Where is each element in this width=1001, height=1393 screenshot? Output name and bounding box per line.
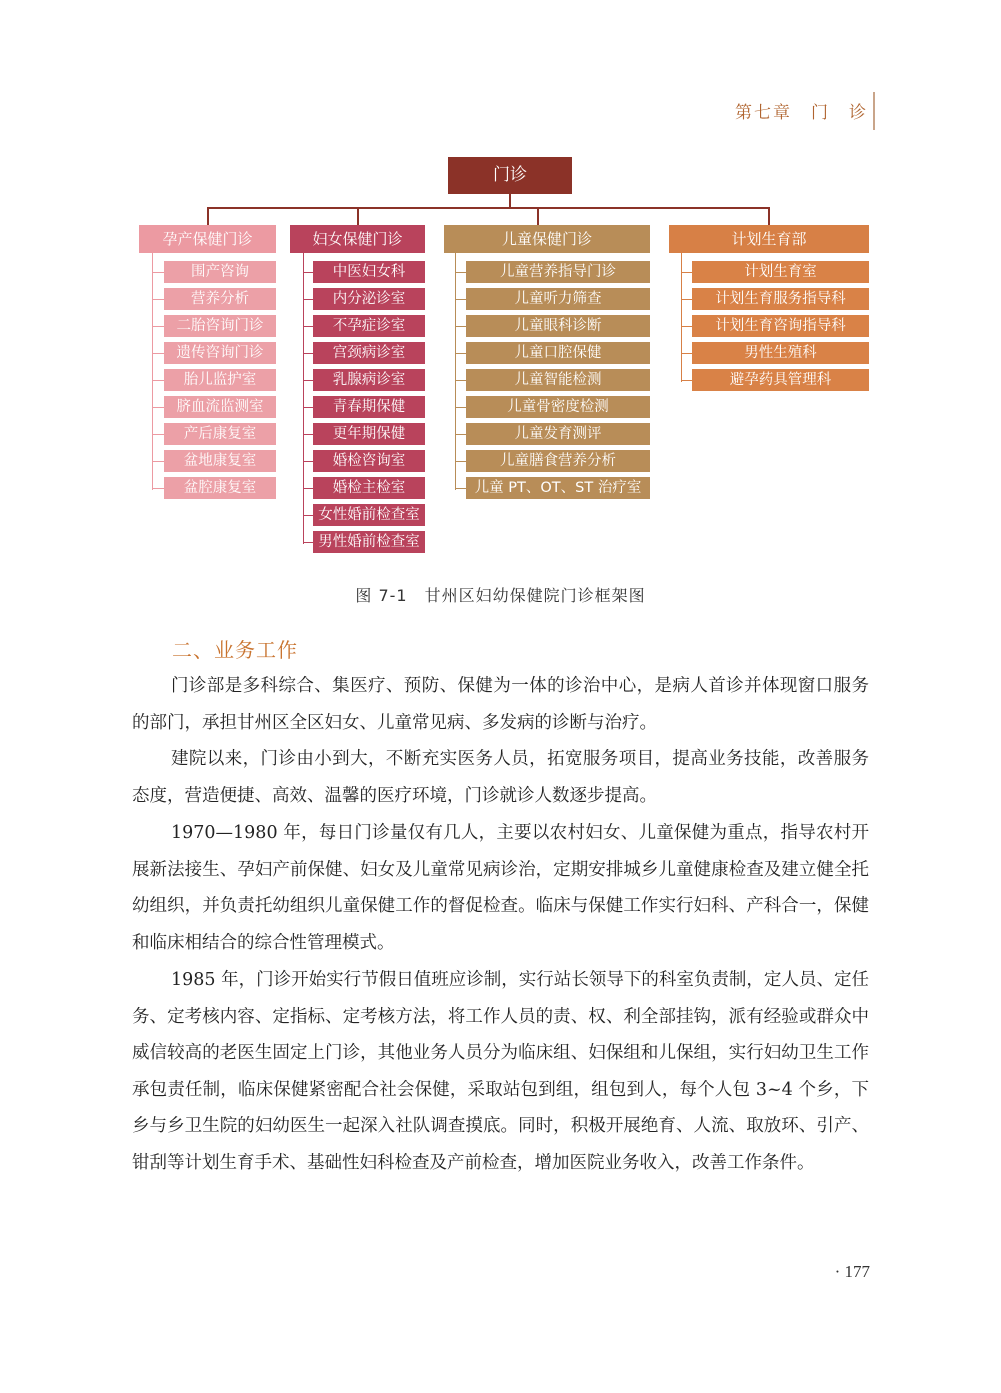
dept-item: 儿童眼科诊断: [466, 315, 650, 337]
body-paragraph: 1970—1980 年，每日门诊量仅有几人，主要以农村妇女、儿童保健为重点，指导农村开展新法接生、孕妇产前保健、妇女及儿童常见病诊治，定期安排城乡儿童健康检查及建立健全托幼组织，并负责托幼组织儿童保健工作的督促检查。临床与保健工作实行妇科、产科合一，保健和临床相结合的综合性管理模式。: [132, 823, 869, 953]
dept-item: 胎儿监护室: [164, 369, 276, 391]
dept-item: 遗传咨询门诊: [164, 342, 276, 364]
dept-item: 儿童听力筛查: [466, 288, 650, 310]
org-connector: [207, 207, 769, 209]
org-connector: [152, 353, 164, 354]
org-connector: [303, 542, 313, 543]
org-connector: [303, 434, 313, 435]
dept-item: 围产咨询: [164, 261, 276, 283]
org-connector: [303, 299, 313, 300]
org-connector: [455, 272, 466, 273]
dept-item: 产后康复室: [164, 423, 276, 445]
dept-item: 盆腔康复室: [164, 477, 276, 499]
dept-item: 脐血流监测室: [164, 396, 276, 418]
dept-item: 中医妇女科: [313, 261, 425, 283]
dept-item: 营养分析: [164, 288, 276, 310]
org-connector: [455, 299, 466, 300]
dept-item: 儿童膳食营养分析: [466, 450, 650, 472]
org-connector: [303, 407, 313, 408]
chapter-header: 第七章 门 诊: [735, 103, 868, 123]
body-paragraph: 建院以来，门诊由小到大，不断充实医务人员，拓宽服务项目，提高业务技能，改善服务态度，营造便捷、高效、温馨的医疗环境，门诊就诊人数逐步提高。: [132, 749, 869, 806]
org-connector: [303, 272, 313, 273]
dept-item: 婚检咨询室: [313, 450, 425, 472]
org-connector: [207, 207, 209, 225]
org-connector: [768, 207, 770, 225]
dept-item: 计划生育室: [692, 261, 869, 283]
figure-caption: 图 7-1 甘州区妇幼保健院门诊框架图: [355, 586, 646, 605]
org-root: 门诊: [448, 157, 572, 194]
dept-item: 宫颈病诊室: [313, 342, 425, 364]
org-connector: [357, 207, 359, 225]
dept-item: 女性婚前检查室: [313, 504, 425, 526]
dept-item: 儿童口腔保健: [466, 342, 650, 364]
org-connector: [455, 353, 466, 354]
org-connector: [152, 299, 164, 300]
org-connector: [455, 326, 466, 327]
org-connector: [303, 353, 313, 354]
body-paragraph: 门诊部是多科综合、集医疗、预防、保健为一体的诊治中心，是病人首诊并体现窗口服务的部门，承担甘州区全区妇女、儿童常见病、多发病的诊断与治疗。: [132, 676, 869, 733]
org-connector: [681, 299, 692, 300]
org-connector: [681, 380, 692, 381]
dept-item: 儿童智能检测: [466, 369, 650, 391]
org-connector: [152, 488, 164, 489]
org-connector: [152, 272, 164, 273]
dept-item: 乳腺病诊室: [313, 369, 425, 391]
org-connector: [455, 253, 456, 490]
org-connector: [303, 461, 313, 462]
dept-item: 青春期保健: [313, 396, 425, 418]
dept-header: 儿童保健门诊: [444, 225, 650, 253]
org-connector: [303, 515, 313, 516]
dept-item: 不孕症诊室: [313, 315, 425, 337]
dept-item: 避孕药具管理科: [692, 369, 869, 391]
org-connector: [455, 380, 466, 381]
dept-item: 二胎咨询门诊: [164, 315, 276, 337]
dept-item: 男性生殖科: [692, 342, 869, 364]
dept-item: 婚检主检室: [313, 477, 425, 499]
section-title: 二、业务工作: [172, 638, 298, 662]
org-connector: [537, 207, 539, 225]
dept-item: 儿童骨密度检测: [466, 396, 650, 418]
org-connector: [455, 434, 466, 435]
dept-item: 儿童营养指导门诊: [466, 261, 650, 283]
org-connector: [152, 434, 164, 435]
org-connector: [152, 461, 164, 462]
org-connector: [455, 461, 466, 462]
dept-header: 妇女保健门诊: [290, 225, 425, 253]
org-connector: [303, 253, 304, 544]
dept-item: 盆地康复室: [164, 450, 276, 472]
org-connector: [152, 407, 164, 408]
dept-header: 孕产保健门诊: [139, 225, 276, 253]
dept-header: 计划生育部: [669, 225, 869, 253]
dept-item: 内分泌诊室: [313, 288, 425, 310]
org-connector: [152, 380, 164, 381]
org-connector: [681, 326, 692, 327]
org-connector: [152, 253, 153, 490]
dept-item: 男性婚前检查室: [313, 531, 425, 553]
dept-item: 更年期保健: [313, 423, 425, 445]
org-connector: [455, 488, 466, 489]
dept-item: 计划生育咨询指导科: [692, 315, 869, 337]
dept-item: 儿童发育测评: [466, 423, 650, 445]
org-connector: [303, 488, 313, 489]
org-connector: [509, 194, 511, 208]
dept-item: 计划生育服务指导科: [692, 288, 869, 310]
org-connector: [455, 407, 466, 408]
body-paragraph: 1985 年，门诊开始实行节假日值班应诊制，实行站长领导下的科室负责制，定人员、定任务、定考核内容、定指标、定考核方法，将工作人员的责、权、利全部挂钩，派有经验或群众中威信较高的老医生固定上门诊，其他业务人员分为临床组、妇保组和儿保组，实行妇幼卫生工作承包责任制，临床保健紧密配合社会保健，采取站包到组，组包到人，每个人包 3~4 个乡，下乡与乡卫生院的妇幼医生一起深入社队调查摸底。同时，积极开展绝育、人流、取放环、引产、钳刮等计划生育手术、基础性妇科检查及产前检查，增加医院业务收入，改善工作条件。: [132, 970, 869, 1173]
org-connector: [303, 380, 313, 381]
org-connector: [681, 272, 692, 273]
org-chart: [0, 0, 1001, 570]
org-connector: [681, 353, 692, 354]
org-connector: [152, 326, 164, 327]
page-number: · 177: [834, 1262, 870, 1281]
org-connector: [303, 326, 313, 327]
dept-item: 儿童 PT、OT、ST 治疗室: [466, 477, 650, 499]
